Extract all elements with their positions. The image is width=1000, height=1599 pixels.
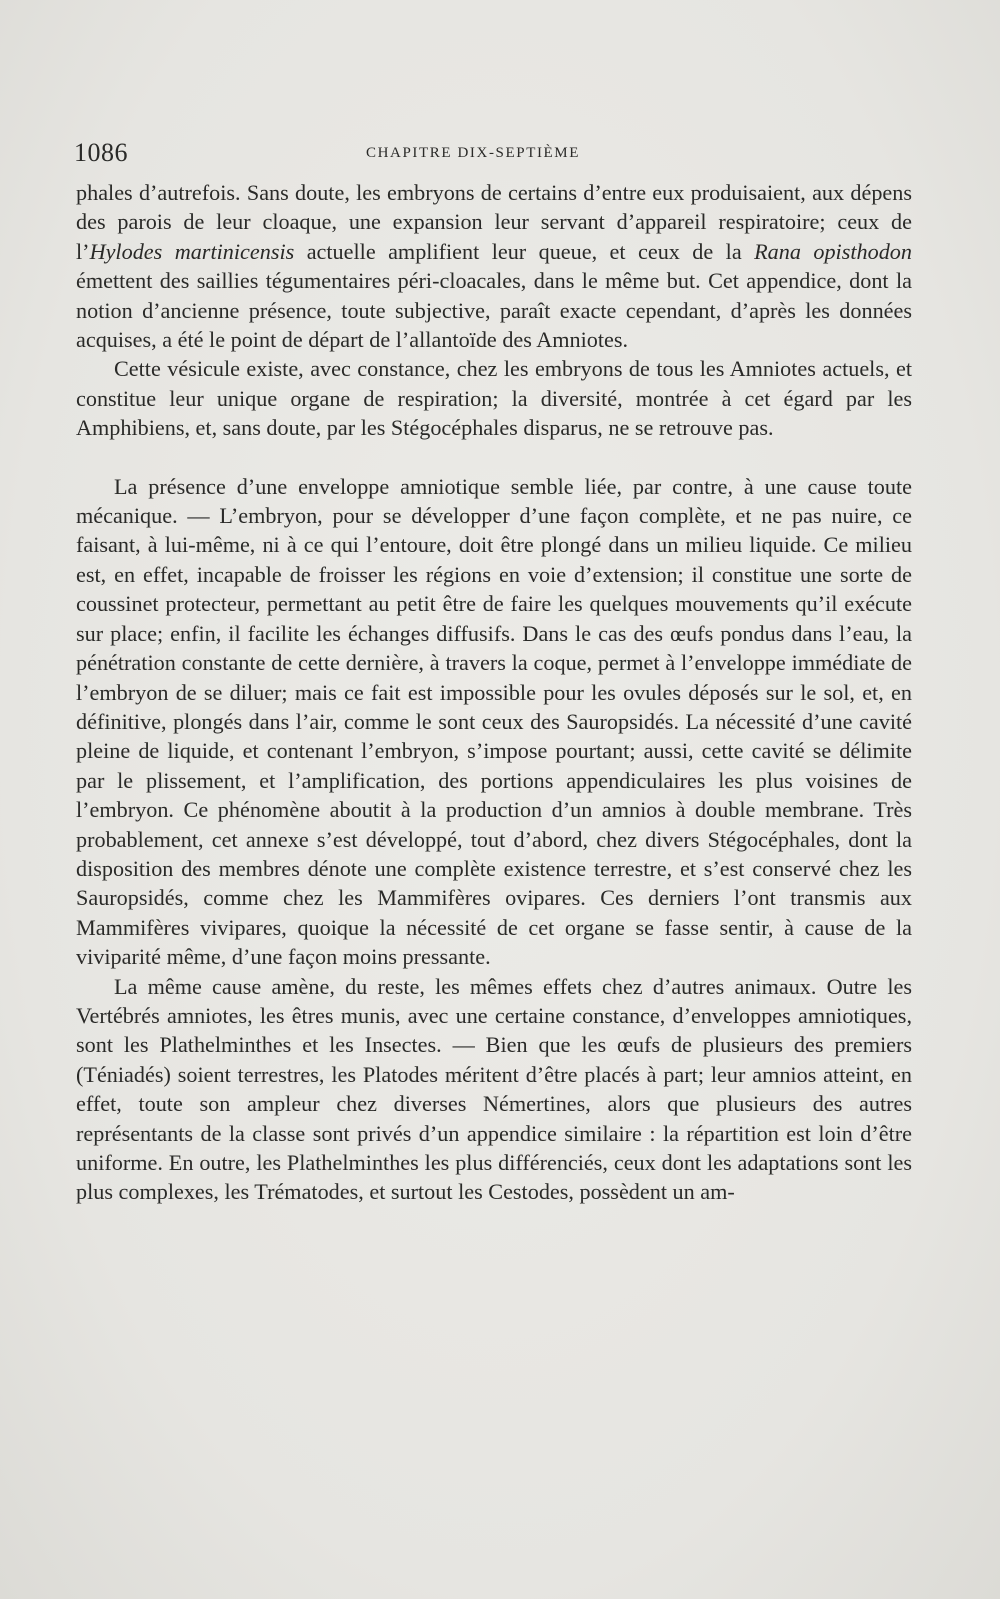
paragraph-1-text-c: émettent des saillies tégumentaires péri-cloacales, dans le même but. Cet appendice, dont la notion d’ancienne présence, toute subjective, paraît exacte cependant, d’après les données acquises, a été le point de départ de l’allantoïde des Amniotes. <box>76 268 912 353</box>
paragraph-4: La même cause amène, du reste, les mêmes effets chez d’autres animaux. Outre les Vertébrés amniotes, les êtres munis, avec une certaine constance, d’enveloppes amniotiques, sont les Plathelminthes et les Insectes. — Bien que les œufs de plusieurs des premiers (Téniadés) soient terrestres, les Platodes méritent d’être placés à part; leur amnios atteint, en effet, toute son ampleur chez diverses Némertines, alors que plusieurs des autres représentants de la classe sont privés d’un appendice similaire : la répartition est loin d’être uniforme. En outre, les Plathelminthes les plus différenciés, ceux dont les adaptations sont les plus complexes, les Trématodes, et surtout les Cestodes, possèdent un am- <box>76 973 912 1205</box>
page-number: 1086 <box>74 138 128 167</box>
body-text <box>76 178 912 1207</box>
paragraph-3: La présence d’une enveloppe amniotique semble liée, par contre, à une cause toute mécanique. — L’embryon, pour se développer d’une façon complète, et ne pas nuire, ce faisant, à lui-même, ni à ce qui l’entoure, doit être plongé dans un milieu liquide. Ce milieu est, en effet, incapable de froisser les régions en voie d’extension; il constitue une sorte de coussinet protecteur, permettant au petit être de faire les quelques mouvements qu’il exécute sur place; enfin, il facilite les échanges diffusifs. Dans le cas des œufs pondus dans l’eau, la pénétration constante de cette dernière, à travers la coque, permet à l’enveloppe immédiate de l’embryon de se diluer; mais ce fait est impossible pour les ovules déposés sur le sol, et, en définitive, plongés dans l’air, comme le sont ceux des Sauropsidés. La nécessité d’une cavité pleine de liquide, et contenant l’embryon, s’impose pourtant; aussi, cette cavité se délimite par le plissement, et l’amplification, des portions appendiculaires les plus voisines de l’embryon. Ce phénomène aboutit à la production d’un amnios à double membrane. Très probablement, cet annexe s’est développé, tout d’abord, chez divers Stégocéphales, dont la disposition des membres dénote une complète existence terrestre, et s’est conservé chez les Sauropsidés, comme chez les Mammifères ovipares. Ces derniers l’ont transmis aux Mammifères vivipares, quoique la nécessité de cet organe se fasse sentir, à cause de la viviparité même, d’une façon moins pressante. <box>76 473 912 970</box>
paragraph-1 <box>76 178 912 354</box>
running-head: CHAPITRE DIX-SEPTIÈME <box>366 145 581 161</box>
species-name-rana: Rana opisthodon <box>754 238 912 264</box>
species-name-hylodes: Hylodes martinicensis <box>89 238 295 264</box>
paragraph-1-text-b: actuelle amplifient leur queue, et ceux de la <box>294 238 755 264</box>
paragraph-2: Cette vésicule existe, avec constance, chez les embryons de tous les Amniotes actuels, et constitue leur unique organe de respiration; la diversité, montrée à cet égard par les Amphibiens, et, sans doute, par les Stégocéphales disparus, ne se retrouve pas. <box>76 356 912 441</box>
page-header <box>74 138 914 174</box>
paragraph-1-text-a: phales d’autrefois. Sans doute, les embryons de certains d’entre eux produisaient, aux dépens des parois de leur cloaque, une expansion leur servant d’appareil respiratoire; ceux de l’ <box>76 180 912 264</box>
